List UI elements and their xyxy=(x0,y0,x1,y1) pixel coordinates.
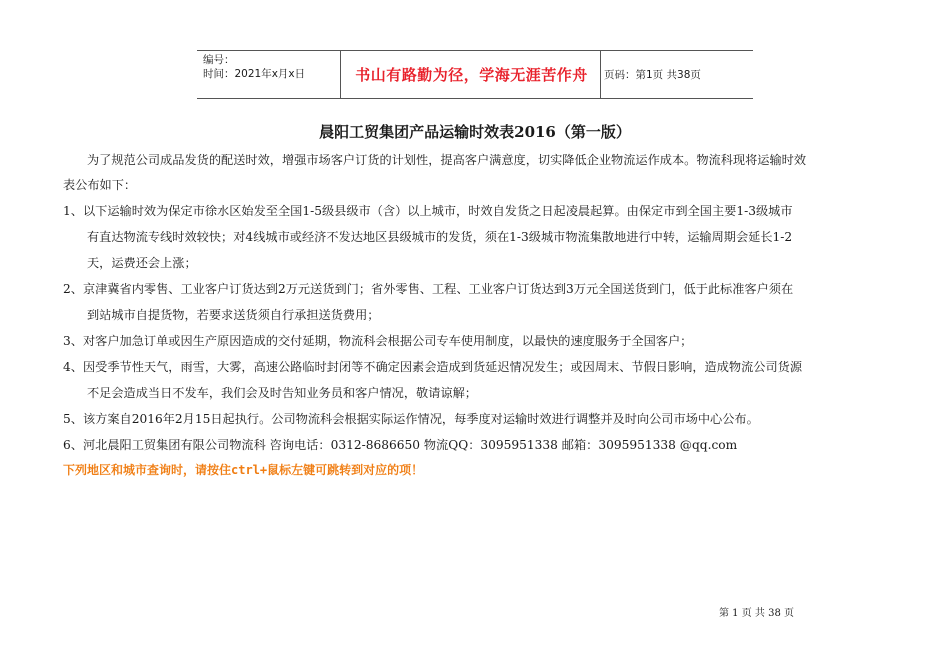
document-time-label: 时间：2021年x月x日 xyxy=(203,68,306,80)
intro-line-1: 为了规范公司成品发货的配送时效，增强市场客户订货的计划性，提高客户满意度，切实降低企业物流运作成本。物流科现将运输时效 xyxy=(87,153,807,167)
item-2-line-2: 到站城市自提货物，若要求送货须自行承担送货费用； xyxy=(87,308,380,322)
header-info xyxy=(203,53,305,81)
header-page-number: 页码：第1页 共38页 xyxy=(604,69,701,81)
ctrl-click-notice: 下列地区和城市查询时，请按住ctrl+鼠标左键可跳转到对应的项！ xyxy=(63,463,424,477)
header-divider xyxy=(600,51,601,98)
header-motto: 书山有路勤为径，学海无涯苦作舟 xyxy=(355,66,588,84)
page-footer: 第 1 页 共 38 页 xyxy=(719,608,794,619)
item-2-line-1: 2、京津冀省内零售、工业客户订货达到2万元送货到门；省外零售、工程、工业客户订货达到3万元全国送货到门，低于此标准客户须在 xyxy=(63,282,794,296)
document-title: 晨阳工贸集团产品运输时效表2016（第一版） xyxy=(319,123,631,141)
item-5-line-1: 5、该方案自2016年2月15日起执行。公司物流科会根据实际运作情况，每季度对运输时效进行调整并及时向公司市场中心公布。 xyxy=(63,412,759,426)
item-1-line-3: 天，运费还会上涨； xyxy=(87,256,197,270)
intro-line-2: 表公布如下： xyxy=(63,178,137,192)
item-3-line-1: 3、对客户加急订单或因生产原因造成的交付延期，物流科会根据公司专车使用制度，以最快的速度服务于全国客户； xyxy=(63,334,693,348)
page-header xyxy=(197,50,753,99)
item-4-line-2: 不足会造成当日不发车，我们会及时告知业务员和客户情况，敬请谅解； xyxy=(87,386,477,400)
item-1-line-2: 有直达物流专线时效较快；对4线城市或经济不发达地区县级城市的发货，须在1-3级城市物流集散地进行中转，运输周期会延长1-2 xyxy=(87,230,793,244)
item-6-line-1: 6、河北晨阳工贸集团有限公司物流科 咨询电话：0312-8686650 物流QQ：3095951338 邮箱：3095951338 @qq.com xyxy=(63,438,738,452)
document-number-label: 编号： xyxy=(203,54,235,66)
item-4-line-1: 4、因受季节性天气，雨雪，大雾，高速公路临时封闭等不确定因素会造成到货延迟情况发生；或因周末、节假日影响，造成物流公司货源 xyxy=(63,360,803,374)
item-1-line-1: 1、以下运输时效为保定市徐水区始发至全国1-5级县级市（含）以上城市，时效自发货之日起凌晨起算。由保定市到全国主要1-3级城市 xyxy=(63,204,793,218)
header-divider xyxy=(340,51,341,98)
